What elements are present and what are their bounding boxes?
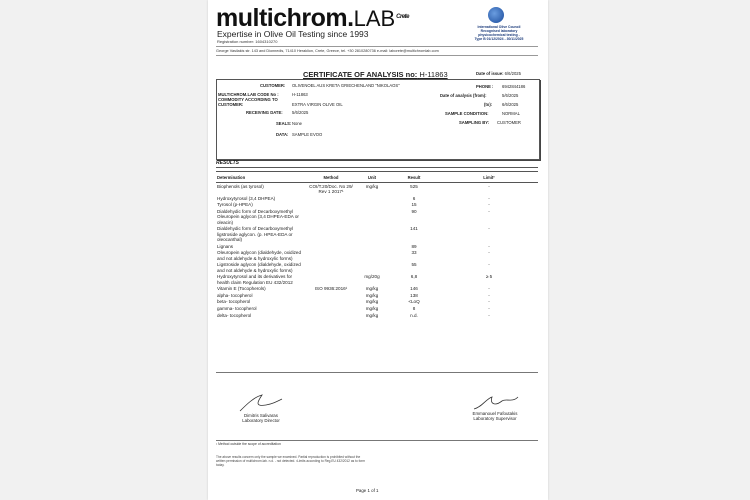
phone-label: PHONE : xyxy=(476,84,494,89)
cell-unit: mg/kg xyxy=(365,183,379,189)
certificate-page xyxy=(208,0,548,500)
cell-determination: Lignans xyxy=(217,243,234,249)
cell-determination: gamma- tocopherol xyxy=(217,305,257,311)
cell-limit: - xyxy=(488,299,490,305)
cell-limit: - xyxy=(488,250,490,256)
cell-unit: mg/kg xyxy=(365,312,379,318)
cell-result: 90 xyxy=(411,208,417,214)
header-divider xyxy=(216,46,538,47)
cell-unit: mg/kg xyxy=(365,292,379,298)
cell-determination: Vitamin E (Tocopherols) xyxy=(217,286,266,292)
cell-unit xyxy=(356,195,388,202)
cell-result: n.d. xyxy=(410,312,418,318)
cell-unit: mg/kg xyxy=(365,305,379,311)
sampling-by-value: CUSTOMER xyxy=(497,120,521,125)
cell-limit: - xyxy=(488,262,490,268)
table-row xyxy=(216,305,538,312)
page-number: Page 1 of 1 xyxy=(356,488,379,493)
cell-method xyxy=(306,305,356,312)
accreditation-note: ¹ Method outside the scope of accreditation xyxy=(216,442,281,446)
cell-method xyxy=(306,292,356,299)
table-row xyxy=(216,274,538,286)
footer-notes: The above results concern only the sample we examined. Partial reproduction is prohibited without the written permission of multichrom.lab. n.d. - not detected. ²Limits according to Reg.EU 432/2012 as to form today. xyxy=(216,455,365,467)
cell-unit xyxy=(356,226,388,243)
date-analysis-label: Date of analysis (from): xyxy=(440,93,487,98)
cell-limit: - xyxy=(488,286,490,292)
cell-method: COI/T.20/Doc. No 29/ Rev 1 2017¹ xyxy=(309,183,353,194)
cell-determination: Dialdehydic form of Decarboxymethyl Oleuropein aglycon (3,4 DHPEA-EDA or oleacin) xyxy=(217,208,299,225)
date-of-issue: Date of issue: 6/6/2025 xyxy=(476,71,521,76)
cell-result: 146 xyxy=(410,286,418,292)
col-determination: Determination xyxy=(216,172,306,183)
cell-result: 15 xyxy=(411,202,417,208)
cell-result: 6 xyxy=(412,195,416,201)
table-row xyxy=(216,202,538,209)
address-divider xyxy=(216,55,538,56)
cell-limit: ≥ 5 xyxy=(485,274,493,280)
cell-limit: - xyxy=(488,312,490,318)
commodity-label: COMMODITY ACCORDING TO CUSTOMER: xyxy=(218,97,278,107)
data-label: DATA: xyxy=(276,132,289,137)
customer-label: CUSTOMER: xyxy=(260,83,286,88)
col-unit: Unit xyxy=(356,172,388,183)
cell-method xyxy=(306,208,356,225)
lab-code-label: MULTICHROM.LAB CODE No : xyxy=(218,92,279,97)
cell-result: 8 xyxy=(412,305,416,311)
receiving-date-label: RECEIVING DATE: xyxy=(246,110,283,115)
table-row xyxy=(216,226,538,243)
cell-determination: Hydroxytyrosol and its derivatives for health claim Regulation EU 432/2012 xyxy=(217,274,293,285)
supervisor-name: Emmanouel Fafoutakis xyxy=(472,411,518,416)
cell-determination: Ligstroside aglycon (dialdehyde, oxidized and not aldehyde & hydroxylic forms) xyxy=(217,262,301,273)
customer-value: OLIVENOEL AUS KRETA GRIECHENLAND "NIKOLAOS" xyxy=(292,83,400,88)
cell-method xyxy=(306,274,356,286)
cell-unit xyxy=(356,243,388,250)
commodity-value: EXTRA VIRGIN OLIVE OIL xyxy=(292,102,343,107)
cell-unit xyxy=(356,202,388,209)
table-row xyxy=(216,183,538,196)
cell-determination: Oleuropein aglycon (dialdehyde, oxidized and not aldehyde & hydroxylic forms) xyxy=(217,250,302,261)
cell-result: 55 xyxy=(411,262,417,268)
cell-unit xyxy=(356,262,388,274)
table-row xyxy=(216,243,538,250)
cell-limit: - xyxy=(488,243,490,249)
table-row xyxy=(216,312,538,319)
sampling-by-label: SAMPLING BY: xyxy=(459,120,490,125)
cell-determination: Tyrosol (p-HPEA) xyxy=(217,202,253,208)
supervisor-block xyxy=(462,411,528,421)
cell-unit: mg/20g xyxy=(364,274,380,280)
table-row xyxy=(216,195,538,202)
cell-method xyxy=(306,243,356,250)
cell-method xyxy=(306,250,356,262)
table-row xyxy=(216,208,538,225)
cell-result: 89 xyxy=(411,243,417,249)
director-title: Laboratory Director xyxy=(242,418,280,423)
cell-method xyxy=(306,312,356,319)
cell-unit xyxy=(356,208,388,225)
registration-number: Registration number: 1604310270 xyxy=(217,39,278,44)
table-row xyxy=(216,286,538,293)
results-header-row xyxy=(216,172,538,183)
cell-unit: mg/kg xyxy=(365,286,379,292)
director-signature xyxy=(236,393,286,415)
cell-limit: - xyxy=(488,305,490,311)
sample-condition-value: NORMAL xyxy=(502,111,520,116)
cell-method xyxy=(306,226,356,243)
certificate-title: CERTIFICATE OF ANALYSIS no: H-11863 xyxy=(303,70,448,79)
cell-determination: Biophenols (as tyrosol) xyxy=(217,183,264,189)
director-name: Dimitris Salivaras xyxy=(244,413,278,418)
lab-code-value: H-11863 xyxy=(292,92,308,97)
cell-result: 141 xyxy=(410,226,418,232)
cell-method xyxy=(306,202,356,209)
cell-determination: delta- tocopherol xyxy=(217,312,252,318)
cell-method xyxy=(306,299,356,306)
cell-limit: - xyxy=(488,208,490,214)
cell-result: 6,8 xyxy=(410,274,418,280)
seals-label: SEALS: xyxy=(276,121,292,126)
cell-unit xyxy=(356,250,388,262)
col-method: Method xyxy=(306,172,356,183)
company-tagline: Expertise in Olive Oil Testing since 1993 xyxy=(217,29,369,39)
footer-rule xyxy=(216,440,538,441)
date-analysis-from: 5/6/2025 xyxy=(502,93,519,98)
results-rule xyxy=(216,167,538,168)
cell-method xyxy=(306,262,356,274)
cell-result: <LoQ xyxy=(408,299,420,305)
cell-determination: Dialdehydic form of Decarboxymethyl ligstroside aglycon. (p. HPEA-EDA or oleocanthal) xyxy=(217,226,294,242)
sample-condition-label: SAMPLE CONDITION: xyxy=(445,111,489,116)
company-logo: $multichrom.LAB^{Crete}$ xyxy=(216,4,410,32)
table-row xyxy=(216,292,538,299)
cell-determination: alpha- tocopherol xyxy=(217,292,253,298)
cell-determination: beta- tocopherol xyxy=(217,299,251,305)
cell-limit: - xyxy=(488,195,490,201)
results-heading: RESULTS xyxy=(216,160,239,166)
cell-result: 33 xyxy=(411,250,417,256)
cell-limit: - xyxy=(488,202,490,208)
ioc-globe-icon xyxy=(488,7,504,23)
receiving-date-value: 5/6/2025 xyxy=(292,110,309,115)
cell-result: 138 xyxy=(410,292,418,298)
table-row xyxy=(216,250,538,262)
cell-limit: - xyxy=(488,183,490,189)
company-address: George Vasilakis str. 143 and Dionnedis, 71410 Heraklion, Crete, Greece, tel. +30 2810280736 e-mail: laborete@multichromlab.com xyxy=(216,49,439,53)
results-table xyxy=(216,171,538,319)
supervisor-title: Laboratory Supervisor xyxy=(473,416,517,421)
date-analysis-to: 6/6/2025 xyxy=(502,102,519,107)
cell-method: ISO 9936:2016¹ xyxy=(314,286,348,292)
cell-unit: mg/kg xyxy=(365,299,379,305)
phone-value: 6942844186 xyxy=(502,84,526,89)
table-row xyxy=(216,299,538,306)
director-block xyxy=(236,413,286,423)
col-limit: Limit² xyxy=(440,172,538,183)
col-result: Result xyxy=(388,172,440,183)
cell-result: 525 xyxy=(410,183,418,189)
seals-value: None xyxy=(292,121,303,126)
cell-determination: Hydroxytyrosol (3,4 DHPEA) xyxy=(217,195,276,201)
cell-limit: - xyxy=(488,226,490,232)
cell-limit: - xyxy=(488,292,490,298)
cell-method xyxy=(306,195,356,202)
table-row xyxy=(216,262,538,274)
ioc-recognition-text: International Olive Council Recognised laboratory physicochemical testing - Type B 01/12/2024 - 30/11/2025 xyxy=(474,25,524,41)
data-value: SAMPLE EVOO xyxy=(292,132,323,137)
date-to-label: (to): xyxy=(484,102,493,107)
results-end-rule xyxy=(216,372,538,373)
